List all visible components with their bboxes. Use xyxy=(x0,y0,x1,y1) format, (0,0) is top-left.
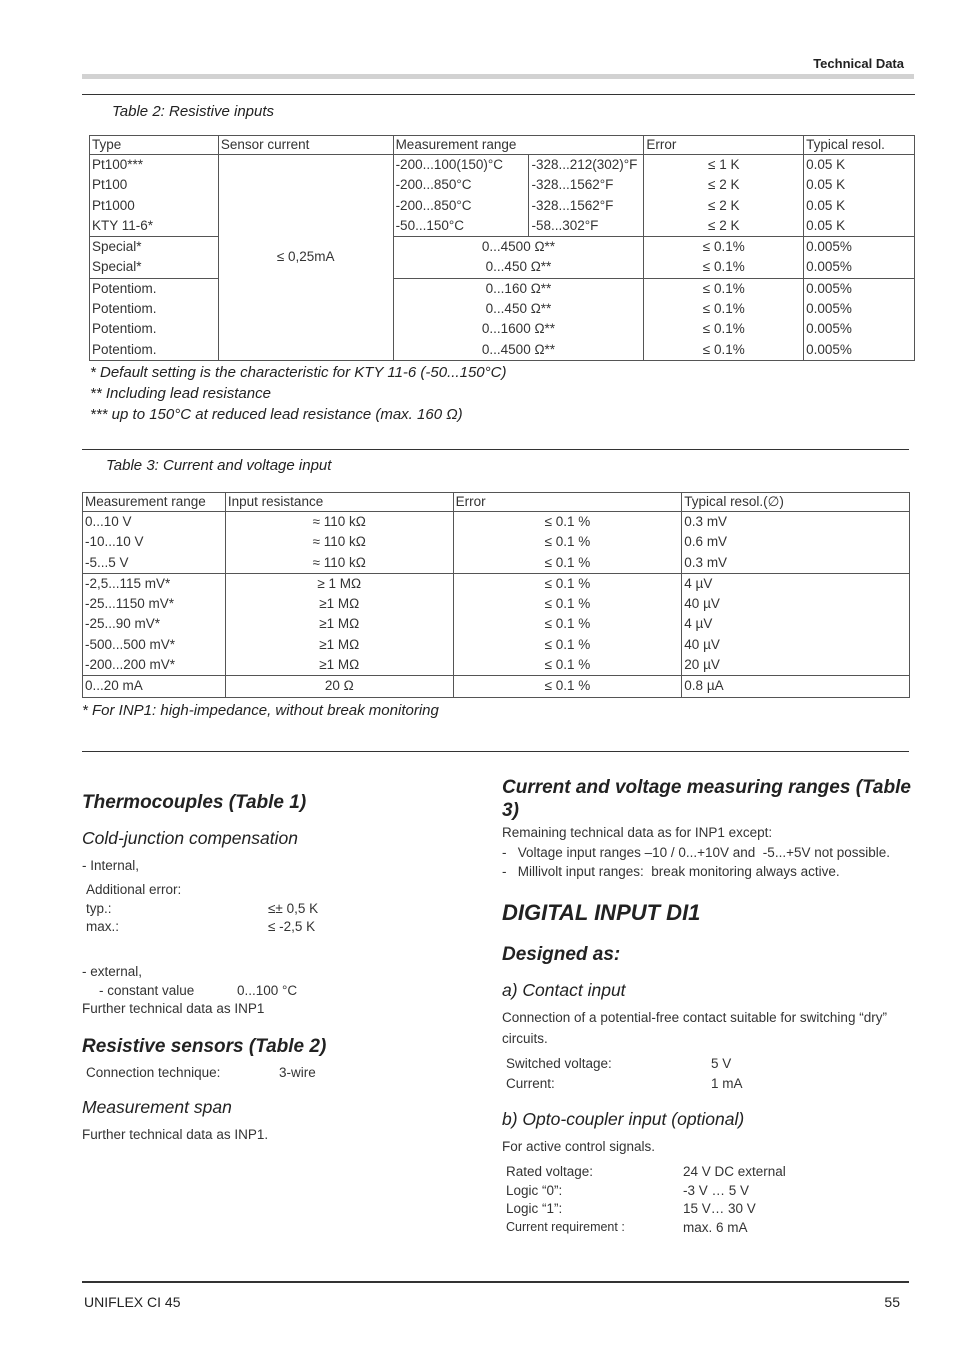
table-header-row xyxy=(90,136,915,155)
divider xyxy=(82,449,909,450)
cv-ranges-heading: Current and voltage measuring ranges (Table 3) xyxy=(502,777,911,821)
range-cell xyxy=(393,278,644,360)
footnote: *** up to 150°C at reduced lead resistance (max. 160 Ω) xyxy=(90,406,463,423)
page-number: 55 xyxy=(884,1294,900,1310)
resol-cell xyxy=(804,278,915,360)
col-header: Measurement range xyxy=(83,493,226,512)
cell-line: Pt100 xyxy=(92,177,128,193)
cell-line: Special* xyxy=(92,239,142,255)
cell-line: -200...850°C xyxy=(395,177,472,193)
cell-line: ≈ 110 kΩ xyxy=(312,534,366,550)
cell-line: 0.05 K xyxy=(806,177,846,193)
cell-line: ≤ 0.1 % xyxy=(544,596,591,612)
cell-line: 40 µV xyxy=(684,636,720,652)
constant-value: 0...100 °C xyxy=(237,983,298,998)
cell-line: ≥1 MΩ xyxy=(319,596,360,612)
external-item: - external, xyxy=(82,964,143,979)
cell-line: 20 µV xyxy=(684,657,720,673)
cell-line: ≈ 110 kΩ xyxy=(312,514,366,529)
resol-cell xyxy=(682,573,910,675)
cell-line: -500...500 mV* xyxy=(85,636,176,652)
type-cell xyxy=(90,278,219,360)
col-header: Typical resol. xyxy=(804,136,915,155)
contact-heading: a) Contact input xyxy=(502,980,626,1000)
cell-line: 0...160 Ω** xyxy=(485,280,552,296)
cell-line: 4 µV xyxy=(684,616,713,632)
type-cell xyxy=(90,155,219,237)
divider xyxy=(82,751,909,752)
cell-line: -200...200 mV* xyxy=(85,657,176,673)
footnote: ** Including lead resistance xyxy=(90,385,271,402)
cell-line: -328...1562°F xyxy=(531,177,614,193)
rated-value: 24 V DC external xyxy=(683,1164,786,1179)
divider xyxy=(82,94,915,95)
resol-cell: 0.8 µA xyxy=(682,676,910,697)
cell-line: Special* xyxy=(92,259,142,275)
logic0-value: -3 V … 5 V xyxy=(683,1183,750,1198)
cell-line: ≤ 2 K xyxy=(708,197,740,213)
resistance-cell: 20 Ω xyxy=(225,676,453,697)
error-cell xyxy=(644,237,804,279)
col-header: Input resistance xyxy=(225,493,453,512)
col-header: Error xyxy=(644,136,804,155)
cell-line: ≥1 MΩ xyxy=(319,657,360,673)
cell-line: -2,5...115 mV* xyxy=(85,575,171,591)
range-f-cell xyxy=(529,155,644,237)
span-heading: Measurement span xyxy=(82,1097,232,1117)
bullet-item: - Millivolt input ranges: break monitoring always active. xyxy=(502,864,840,879)
cell-line: -200...850°C xyxy=(395,197,472,213)
additional-error-label: Additional error: xyxy=(86,882,182,897)
col-header: Type xyxy=(90,136,219,155)
designed-heading: Designed as: xyxy=(502,944,621,965)
footer-rule xyxy=(82,1281,909,1283)
cell-line: 0.05 K xyxy=(806,197,846,213)
logic0-label: Logic “0”: xyxy=(506,1183,563,1198)
cell-line: KTY 11-6* xyxy=(92,217,154,233)
cell-line: ≤ 0.1 % xyxy=(544,657,591,673)
cell-line: -10...10 V xyxy=(85,534,144,550)
current-req-value: max. 6 mA xyxy=(683,1220,748,1235)
cell-line: ≤ 0.1% xyxy=(702,341,745,357)
cell-line: 0.05 K xyxy=(806,157,846,172)
cell-line: 0.005% xyxy=(806,301,852,317)
col-header: Error xyxy=(453,493,682,512)
table2-notes xyxy=(90,362,506,425)
range-cell: 0...20 mA xyxy=(83,676,226,697)
table-row xyxy=(83,573,910,675)
cell-line: ≤ 2 K xyxy=(708,217,740,233)
resistance-cell xyxy=(225,512,453,574)
cell-line: 4 µV xyxy=(684,575,713,591)
table-header-row xyxy=(83,493,910,512)
footer-product: UNIFLEX CI 45 xyxy=(84,1294,181,1310)
connection-label: Connection technique: xyxy=(86,1065,221,1080)
constant-label: - constant value xyxy=(99,983,195,998)
col-header: Sensor current xyxy=(218,136,393,155)
opto-heading: b) Opto-coupler input (optional) xyxy=(502,1109,745,1129)
further-data-text: Further technical data as INP1 xyxy=(82,1001,265,1016)
logic1-value: 15 V… 30 V xyxy=(683,1201,756,1216)
cell-line: 0...450 Ω** xyxy=(485,259,552,275)
cell-line: ≥ 1 MΩ xyxy=(317,575,362,591)
sensor-current-cell: ≤ 0,25mA xyxy=(218,155,393,361)
running-header: Technical Data xyxy=(813,56,904,71)
table-row xyxy=(90,278,915,360)
cell-line: ≤ 1 K xyxy=(708,157,740,172)
cell-line: 0.3 mV xyxy=(684,514,728,529)
cell-line: 0.005% xyxy=(806,341,852,357)
cell-line: -50...150°C xyxy=(395,217,464,233)
cell-line: ≤ 0.1 % xyxy=(544,554,591,570)
thermocouples-heading: Thermocouples (Table 1) xyxy=(82,792,307,813)
cell-line: ≤ 0.1% xyxy=(702,239,745,255)
cell-line: 0.005% xyxy=(806,280,852,296)
cell-line: Potentiom. xyxy=(92,341,157,357)
cell-line: 0...4500 Ω** xyxy=(481,239,556,255)
cjc-heading: Cold-junction compensation xyxy=(82,828,298,848)
switched-label: Switched voltage: xyxy=(506,1056,612,1071)
cell-line: ≤ 0.1 % xyxy=(544,534,591,550)
switched-value: 5 V xyxy=(711,1056,732,1071)
range-c-cell xyxy=(393,155,529,237)
internal-item: - Internal, xyxy=(82,858,140,873)
rated-label: Rated voltage: xyxy=(506,1164,594,1179)
digital-input-heading: DIGITAL INPUT DI1 xyxy=(502,900,701,925)
cell-line: 0.005% xyxy=(806,259,852,275)
table-row xyxy=(83,676,910,697)
table2-caption: Table 2: Resistive inputs xyxy=(112,103,275,120)
current-label: Current: xyxy=(506,1076,555,1091)
cell-line: 0...450 Ω** xyxy=(485,301,552,317)
cell-line: -25...1150 mV* xyxy=(85,596,175,612)
cell-line: -58...302°F xyxy=(531,217,599,233)
col-header: Typical resol.(∅) xyxy=(682,493,910,512)
cell-line: 0...4500 Ω** xyxy=(481,341,556,357)
cell-line: 40 µV xyxy=(684,596,720,612)
cell-line: ≤ 0.1% xyxy=(702,321,745,337)
cell-line: ≤ 0.1 % xyxy=(544,514,591,529)
bullet-item: - Voltage input ranges –10 / 0...+10V and -5...+5V not possible. xyxy=(502,845,891,860)
error-cell xyxy=(644,155,804,237)
cell-line: 0...10 V xyxy=(85,514,132,529)
cell-line: 0.005% xyxy=(806,321,852,337)
cell-line: ≤ 0.1% xyxy=(702,280,745,296)
error-cell xyxy=(644,278,804,360)
table-row xyxy=(83,512,910,574)
current-req-label: Current requirement : xyxy=(506,1220,625,1234)
cell-line: -25...90 mV* xyxy=(85,616,161,632)
opto-text: For active control signals. xyxy=(502,1139,656,1154)
max-label: max.: xyxy=(86,919,120,934)
cell-line: 0.3 mV xyxy=(684,554,728,570)
cell-line: 0.05 K xyxy=(806,217,846,233)
typ-value: ≤± 0,5 K xyxy=(268,901,319,916)
cell-line: ≥1 MΩ xyxy=(319,616,360,632)
error-cell: ≤ 0.1 % xyxy=(453,676,682,697)
header-rule xyxy=(82,74,914,79)
cell-line: Potentiom. xyxy=(92,301,157,317)
cell-line: ≤ 0.1% xyxy=(702,259,745,275)
table3-caption: Table 3: Current and voltage input xyxy=(106,457,332,474)
range-cell xyxy=(83,512,226,574)
cell-line: -328...212(302)°F xyxy=(531,157,638,172)
type-cell xyxy=(90,237,219,279)
cell-line: ≤ 0.1 % xyxy=(544,616,591,632)
cell-line: -5...5 V xyxy=(85,554,129,570)
contact-text: Connection of a potential-free contact suitable for switching “dry” circuits. xyxy=(502,1010,887,1046)
table3 xyxy=(82,492,910,698)
cell-line: Pt100*** xyxy=(92,157,144,172)
cell-line: ≤ 2 K xyxy=(708,177,740,193)
typ-label: typ.: xyxy=(86,901,112,916)
table3-note: * For INP1: high-impedance, without break monitoring xyxy=(82,702,439,719)
connection-value: 3-wire xyxy=(279,1065,316,1080)
table-row xyxy=(90,155,915,237)
cell-line: Pt1000 xyxy=(92,197,135,213)
col-header: Measurement range xyxy=(393,136,644,155)
cell-line: ≤ 0.1 % xyxy=(544,636,591,652)
error-cell xyxy=(453,573,682,675)
resol-cell xyxy=(804,237,915,279)
resistive-heading: Resistive sensors (Table 2) xyxy=(82,1036,327,1057)
cell-line: -200...100(150)°C xyxy=(395,157,504,172)
cell-line: Potentiom. xyxy=(92,280,157,296)
range-cell xyxy=(393,237,644,279)
max-value: ≤ -2,5 K xyxy=(268,919,316,934)
table-row xyxy=(90,237,915,279)
table2 xyxy=(89,135,915,361)
range-cell xyxy=(83,573,226,675)
resol-cell xyxy=(804,155,915,237)
cell-line: ≤ 0.1 % xyxy=(544,575,591,591)
cell-line: ≥1 MΩ xyxy=(319,636,360,652)
cell-line: 0.005% xyxy=(806,239,852,255)
cell-line: -328...1562°F xyxy=(531,197,614,213)
cell-line: Potentiom. xyxy=(92,321,157,337)
logic1-label: Logic “1”: xyxy=(506,1201,563,1216)
footnote: * Default setting is the characteristic for KTY 11-6 (-50...150°C) xyxy=(90,364,507,381)
cell-line: 0...1600 Ω** xyxy=(481,321,556,337)
span-text: Further technical data as INP1. xyxy=(82,1127,269,1142)
resol-cell xyxy=(682,512,910,574)
current-value: 1 mA xyxy=(711,1076,743,1091)
cell-line: 0.6 mV xyxy=(684,534,728,550)
resistance-cell xyxy=(225,573,453,675)
cell-line: ≈ 110 kΩ xyxy=(312,554,366,570)
error-cell xyxy=(453,512,682,574)
cell-line: ≤ 0.1% xyxy=(702,301,745,317)
remaining-text: Remaining technical data as for INP1 except: xyxy=(502,825,773,840)
